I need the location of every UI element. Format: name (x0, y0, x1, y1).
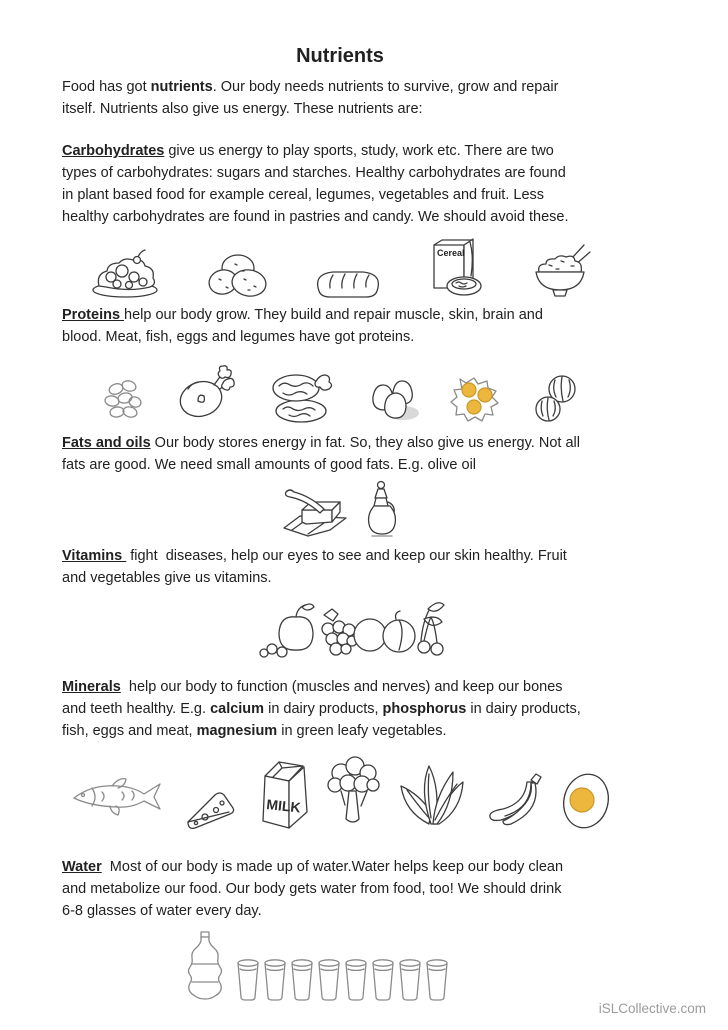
water-glass-icon (397, 956, 423, 1002)
vitamins-paragraph (62, 545, 618, 589)
butter-with-knife-icon (278, 486, 354, 540)
minerals-paragraph (62, 676, 618, 742)
text-line: 6-8 glasses of water every day. (62, 903, 262, 919)
section-fats (62, 432, 618, 540)
fats-image-row (62, 482, 618, 540)
text-line: Fats and oils Our body stores energy in fat. So, they also give us energy. Not all (62, 435, 580, 451)
cereal-box-icon (426, 234, 488, 300)
salad-icon (87, 244, 165, 300)
minerals-image-row (62, 750, 618, 834)
section-minerals (62, 676, 618, 834)
bold-word: phosphorus (382, 701, 467, 717)
text-line: fats are good. We need small amounts of good fats. E.g. olive oil (62, 457, 477, 473)
water-image-row (182, 930, 618, 1002)
fried-eggs-icon (450, 373, 502, 425)
text-line: and metabolize our food. Our body gets water from food, too! We should drink (62, 881, 562, 897)
ham-icon (265, 367, 337, 425)
section-heading: Proteins (62, 307, 125, 323)
text-line: Minerals help our body to function (muscles and nerves) and keep our bones (62, 679, 563, 695)
section-heading: Fats and oils (62, 435, 151, 451)
text-line: Vitamins fight diseases, help our eyes to see and keep our skin healthy. Fruit (62, 548, 567, 564)
proteins-paragraph (62, 304, 618, 348)
text-line: Proteins help our body grow. They build and repair muscle, skin, brain and (62, 307, 543, 323)
broccoli-icon (324, 756, 382, 832)
text-line: in plant based food for example cereal, legumes, vegetables and fruit. Less (62, 187, 545, 203)
section-heading: Minerals (62, 679, 121, 695)
water-glass-icon (289, 956, 315, 1002)
section-vitamins (62, 545, 618, 659)
text-line: Water Most of our body is made up of water.Water helps keep our body clean (62, 859, 564, 875)
rice-bowl-icon (527, 240, 593, 300)
fish-icon (66, 774, 170, 820)
water-glasses (235, 956, 450, 1002)
section-heading: Carbohydrates (62, 143, 165, 159)
bold-word: nutrients (150, 79, 213, 95)
beans-icon (102, 375, 144, 425)
roast-chicken-icon (174, 363, 236, 425)
leafy-greens-icon (395, 760, 469, 830)
water-glass-icon (262, 956, 288, 1002)
water-glass-icon (316, 956, 342, 1002)
section-water (62, 856, 618, 1002)
text-line: itself. Nutrients also give us energy. These nutrients are: (62, 101, 423, 117)
water-paragraph (62, 856, 618, 922)
water-bottle-icon (182, 930, 228, 1002)
svg-text:Cereal: Cereal (437, 248, 465, 258)
fats-paragraph (62, 432, 618, 476)
bread-loaf-icon (309, 260, 387, 300)
vitamins-image-row (82, 597, 638, 659)
walnuts-icon (532, 373, 578, 425)
section-carbohydrates (62, 140, 618, 300)
text-line: fish, eggs and meat, magnesium in green leafy vegetables. (62, 723, 447, 739)
text-line: and teeth healthy. E.g. calcium in dairy products, phosphorus in dairy products, (62, 701, 581, 717)
water-glass-icon (370, 956, 396, 1002)
water-glass-icon (343, 956, 369, 1002)
water-glass-icon (424, 956, 450, 1002)
islcollective-watermark: iSLCollective.com (598, 1001, 706, 1016)
bold-word: calcium (210, 701, 265, 717)
text-line: and vegetables give us vitamins. (62, 570, 272, 586)
potatoes-icon (204, 246, 270, 300)
section-proteins (62, 304, 618, 425)
section-heading: Water (62, 859, 102, 875)
text-line: healthy carbohydrates are found in pastries and candy. We should avoid these. (62, 209, 569, 225)
section-heading: Vitamins (62, 548, 127, 564)
milk-carton-icon (251, 754, 311, 832)
page-title: Nutrients (296, 45, 384, 67)
svg-text:MILK: MILK (265, 796, 302, 816)
text-line: Carbohydrates give us energy to play sports, study, work etc. There are two (62, 143, 554, 159)
olive-oil-cruet-icon (364, 480, 402, 540)
text-line: blood. Meat, fish, eggs and legumes have got proteins. (62, 329, 415, 345)
water-glass-icon (235, 956, 261, 1002)
text-line: types of carbohydrates: sugars and starches. Healthy carbohydrates are found (62, 165, 566, 181)
bananas-icon (483, 770, 545, 828)
proteins-image-row (62, 357, 618, 425)
text-line: Food has got nutrients. Our body needs nutrients to survive, grow and repair (62, 79, 559, 95)
fruit-cluster-icon (258, 597, 462, 659)
intro-paragraph (62, 76, 618, 120)
carbohydrates-paragraph (62, 140, 618, 228)
eggs-icon (367, 373, 421, 425)
cheese-wedge-icon (183, 788, 237, 832)
bold-word: magnesium (196, 723, 278, 739)
boiled-egg-half-icon (558, 770, 614, 832)
carbohydrates-image-row (62, 234, 618, 300)
